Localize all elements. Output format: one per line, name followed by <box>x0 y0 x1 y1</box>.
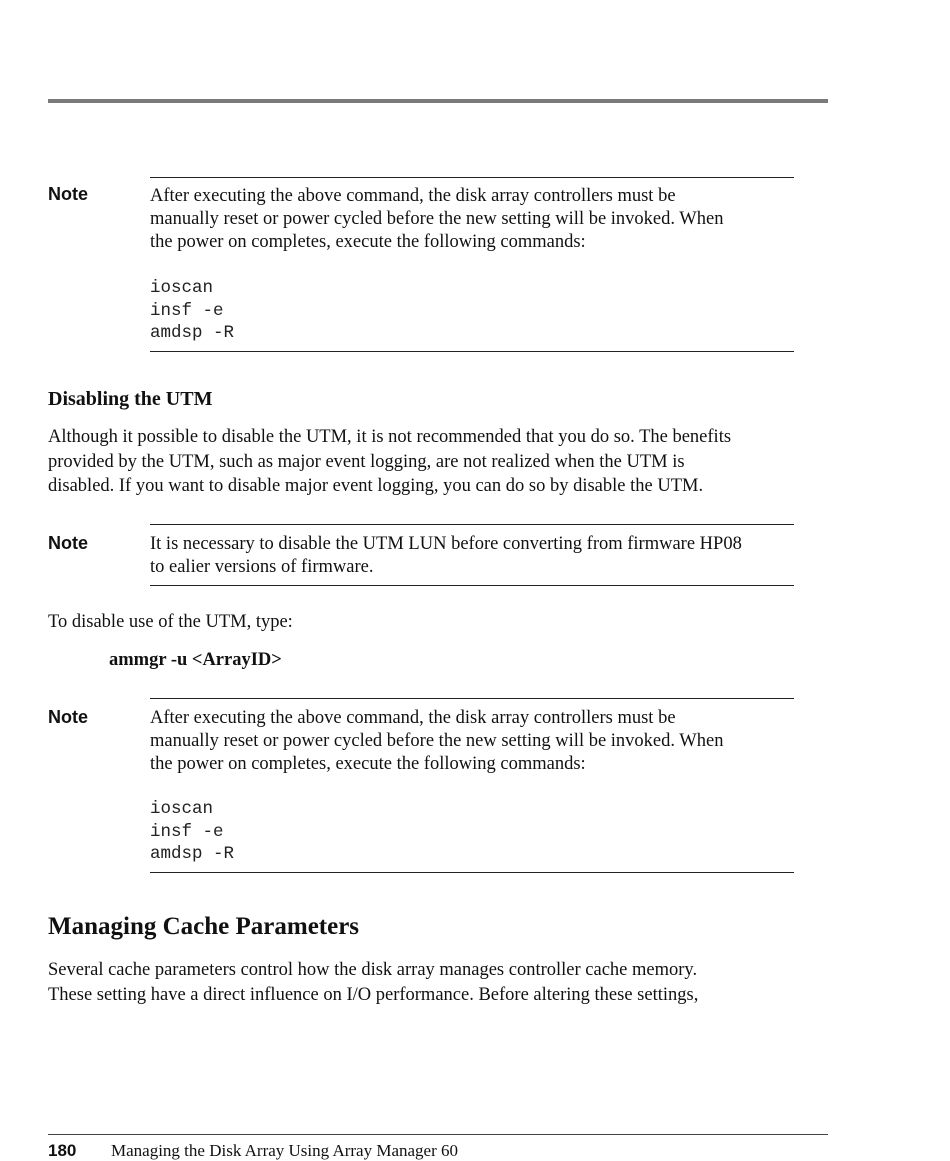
section-heading: Managing Cache Parameters <box>48 913 360 940</box>
note-label: Note <box>48 184 88 204</box>
note-block <box>48 524 794 587</box>
code-line: ioscan <box>150 799 214 819</box>
note-box <box>150 698 794 873</box>
note-label: Note <box>48 533 88 553</box>
paragraph-line: provided by the UTM, such as major event logging, are not realized when the UTM is <box>48 451 685 472</box>
footer-title: Managing the Disk Array Using Array Manager 60 <box>111 1141 459 1160</box>
note-block <box>48 177 794 353</box>
paragraph-line: Several cache parameters control how the disk array manages controller cache memory. <box>48 960 698 980</box>
note-box <box>150 177 794 352</box>
code-block <box>150 277 794 345</box>
note-text-line: manually reset or power cycled before the new setting will be invoked. When <box>150 731 724 751</box>
note-text-line: the power on completes, execute the following commands: <box>150 754 586 774</box>
note-text-line: After executing the above command, the disk array controllers must be <box>150 186 676 206</box>
note-text <box>150 707 794 776</box>
section-heading: Disabling the UTM <box>48 388 213 410</box>
paragraph-line: disabled. If you want to disable major event logging, you can do so by disable the UTM. <box>48 476 704 496</box>
note-box <box>150 524 794 586</box>
note-text-line: the power on completes, execute the following commands: <box>150 232 586 252</box>
note-label: Note <box>48 707 88 727</box>
footer-rule <box>48 1134 828 1135</box>
paragraph-line: These setting have a direct influence on I/O performance. Before altering these settings, <box>48 984 699 1005</box>
code-line: ioscan <box>150 278 214 298</box>
note-text-line: It is necessary to disable the UTM LUN before converting from firmware HP08 <box>150 534 742 554</box>
section-paragraph <box>48 425 808 499</box>
note-text-line: After executing the above command, the disk array controllers must be <box>150 708 676 728</box>
header-rule <box>48 99 828 103</box>
code-line: insf -e <box>150 821 224 842</box>
instruction-text: To disable use of the UTM, type: <box>48 612 293 632</box>
note-block <box>48 698 794 874</box>
code-block <box>150 798 794 866</box>
note-text <box>150 185 794 254</box>
code-line: insf -e <box>150 300 224 321</box>
paragraph-line: Although it possible to disable the UTM, it is not recommended that you do so. The benefits <box>48 427 732 447</box>
page-number: 180 <box>48 1141 77 1160</box>
code-line: amdsp -R <box>150 323 235 343</box>
command-text: ammgr -u <ArrayID> <box>109 650 282 670</box>
note-text <box>150 533 794 579</box>
code-line: amdsp -R <box>150 844 235 864</box>
section-paragraph <box>48 958 808 1007</box>
note-text-line: to ealier versions of firmware. <box>150 557 374 577</box>
note-text-line: manually reset or power cycled before the new setting will be invoked. When <box>150 209 724 229</box>
